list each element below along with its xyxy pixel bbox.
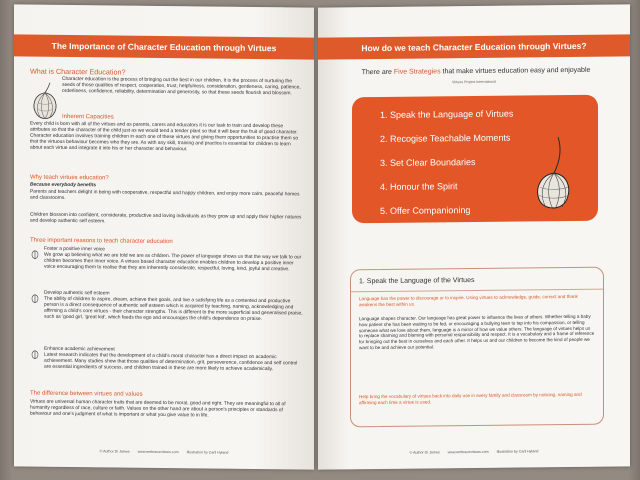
left-banner: The Importance of Character Education through Virtues (14, 34, 314, 59)
strategy-2: 2. Recogise Teachable Moments (380, 132, 511, 144)
language-box-paragraph: Language shapes character. Our language has great power to influence the lives of others. Whether telling a baby how patient she has been waiting to be fed, or encouraging a bullying teen to tap into his compassion, or telling someone what we love about them, language is a mirror of how we value others. The language of virtues helps us to replace shaming and blaming with personal responsibility and respect. It is a vocabulary and a frame of reference for bringing out the best in ourselves and each other. It helps us and our children to become the kind of people we want to be and achieve our potential. (359, 313, 595, 351)
footer-illustrator: Illustration by Carli Hyland (496, 449, 539, 454)
reason-2 (30, 291, 304, 324)
language-box-title: 1. Speak the Language of the Virtues (359, 276, 475, 286)
right-page (318, 4, 630, 469)
strategies-box (352, 95, 598, 224)
difference-heading: The difference between virtues and values (30, 390, 143, 398)
language-box (350, 267, 604, 428)
difference-paragraph: Virtues are universal human character traits that are deemed to be moral, good and right. They are meaningful to all of humanity regardless of race, culture or faith. Values on the other hand are about a person's principles or standards of behaviour and one's judgment of what is important or what you give value to in life. (30, 399, 286, 419)
reason-3-title: Enhance academic achievement (44, 346, 115, 353)
footer-author: © Author Di James (409, 450, 440, 455)
intro-pre: There are (361, 68, 394, 77)
why-heading: Why teach virtues education? (30, 174, 109, 182)
language-box-quote: Language has the power to discourage or to inspire. Using virtues to acknowledge, guide, correct and thank awakens the best within us. (359, 293, 578, 308)
intro-highlight: Five Strategies (393, 68, 441, 76)
lantern-icon (30, 350, 40, 360)
intro-post: that make virtues education easy and enjoyable (440, 66, 591, 76)
why-paragraph-2: Children blossom into confident, considerate, productive and loving individuals as they grow up and apply their higher natures and develop authentic self esteem. (30, 212, 302, 225)
footer-website: www.embracevirtues.com (447, 449, 489, 455)
strategy-3: 3. Set Clear Boundaries (380, 156, 476, 168)
lantern-icon (30, 294, 40, 304)
reason-1 (30, 247, 304, 274)
reason-1-paragraph: We grow up believing what we are told we are as children. The power of language shows us that the way we talk to our children becomes their inner voice. A virtues based character education enables children to develop a positive inner voice encouraging them to realise that they are inherently considerate, respectful, loving, kind, joyful and creative. (44, 252, 302, 273)
language-box-divider (351, 289, 603, 293)
footer-illustrator: Illustration by Carli Hyland (186, 450, 229, 455)
strategy-4: 4. Honour the Spirit (380, 181, 458, 192)
left-footer (14, 448, 314, 455)
footer-author: © Author Di James (99, 449, 130, 454)
strategies-intro (332, 66, 620, 76)
right-banner: How do we teach Character Education through Virtues? (318, 34, 630, 59)
inherent-paragraph: Every child is born with all of the virtues and as parents, carers and educators it is our task to train and develop these attributes so that the character of the child just as we would tend a tender plant so that it will bear the fruit of good character. Character education involves training children in each one of these virtues and giving them opportunities to practise them so that the virtuous behaviour becomes who they are. As with any skill, training and practice is essential for children to learn about each virtue and integrate it into his or her character and behaviour. (30, 121, 299, 153)
what-paragraph: Character education is the process of bringing out the best in our children. It is the process of nurturing the seeds of those qualities of respect, cooperation, trust, helpfulness, consideration, gentleness, caring, patience, orderliness, confidence, reliability, determination and generosity, so that these seeds flourish and blossom. (62, 76, 301, 97)
right-footer (318, 448, 630, 455)
reason-3 (30, 347, 304, 374)
inherent-heading: Inherent Capacities (62, 113, 114, 121)
why-subheading: Because everybody benefits (30, 182, 97, 189)
language-box-closing: Help bring the vocabulary of virtues back into daily use in every family and classroom by noticing, naming and affirming each time a virtue is used. (359, 391, 582, 406)
lantern-flower-icon (28, 81, 62, 123)
reason-2-paragraph: The ability of children to aspire, dream, achieve their goals, and live a satisfying life as a contented and productive person is a direct consequence of authentic self esteem which is acquired by teaching, naming, acknowledging and affirming a child's core virtues - their character strengths. This is different to the more superficial and generalised praise, such as 'good girl, 'great kid', which feeds the ego and encourages the child's dependence on praise. (44, 296, 303, 323)
lantern-icon (30, 250, 40, 260)
what-heading: What is Character Education? (30, 66, 126, 77)
reasons-heading: Three important reasons to teach character education (30, 237, 173, 246)
lantern-flower-icon (528, 135, 576, 216)
reason-3-paragraph: Latest research indicates that the development of a child's moral character has a direct impact on academic achievement. Many studies show that those qualities of determination, grit, perseverence, confidence and self control are essential ingredients of success, and children trained in these are more likely to achieve academically. (44, 352, 298, 373)
strategy-5: 5. Offer Companioning (380, 205, 471, 216)
left-page (14, 4, 314, 469)
reason-1-title: Foster a positive inner voice (44, 246, 105, 253)
strategy-1: 1. Speak the Language of Virtues (380, 108, 514, 120)
why-paragraph-1: Parents and teachers delight in being with cooperative, respectful and happy children, and enjoy more calm, peaceful homes and classrooms. (30, 189, 300, 202)
reason-2-title: Develop authentic self esteem (44, 290, 110, 297)
intro-source: Virtues Project International (451, 79, 497, 85)
footer-website: www.embracevirtues.com (137, 449, 179, 455)
